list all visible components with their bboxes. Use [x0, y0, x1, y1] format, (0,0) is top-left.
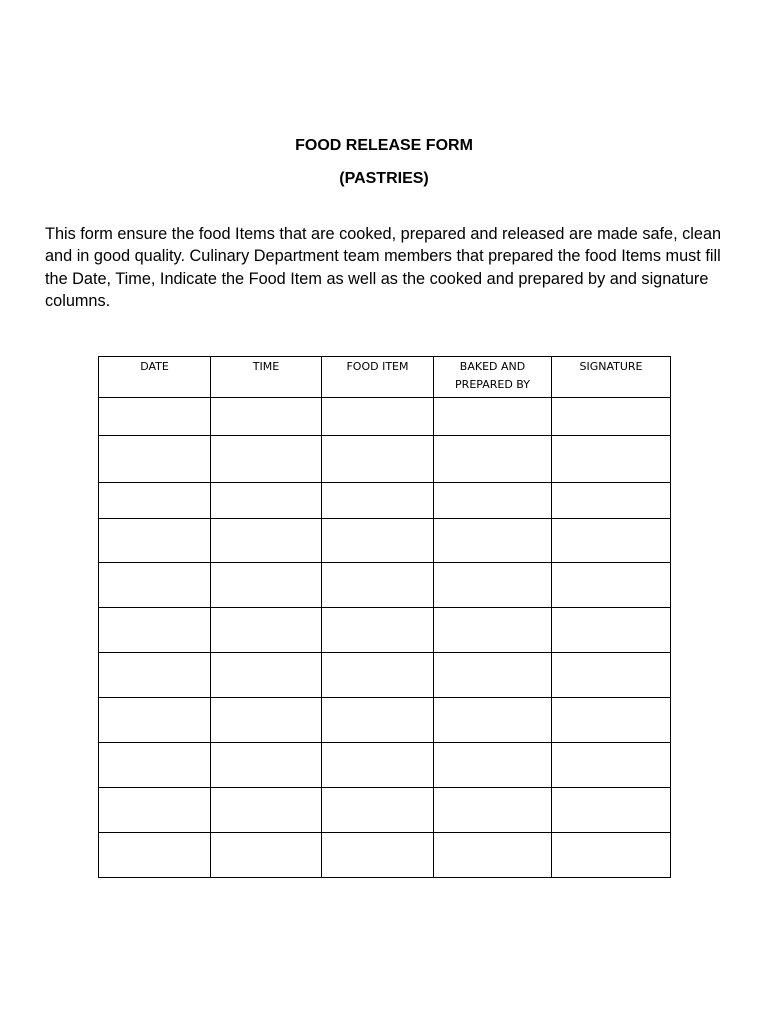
form-subtitle: (PASTRIES) [339, 170, 429, 187]
food-item-cell[interactable] [322, 519, 434, 563]
signature-cell[interactable] [552, 653, 671, 698]
date-cell[interactable] [99, 608, 211, 653]
baked-and-prepared-by-cell[interactable] [434, 398, 552, 436]
date-cell[interactable] [99, 833, 211, 878]
baked-and-prepared-by-cell[interactable] [434, 608, 552, 653]
table-row [99, 788, 671, 833]
column-header-time: TIME [211, 357, 322, 398]
table-row [99, 743, 671, 788]
time-cell[interactable] [211, 608, 322, 653]
baked-and-prepared-by-cell[interactable] [434, 653, 552, 698]
food-item-cell[interactable] [322, 653, 434, 698]
table-row [99, 653, 671, 698]
signature-cell[interactable] [552, 788, 671, 833]
baked-and-prepared-by-cell[interactable] [434, 563, 552, 608]
time-cell[interactable] [211, 653, 322, 698]
food-release-log-table [98, 356, 671, 878]
signature-cell[interactable] [552, 698, 671, 743]
column-header-food-item: FOOD ITEM [322, 357, 434, 398]
date-cell[interactable] [99, 398, 211, 436]
column-header-baked-and-prepared-by: BAKED AND PREPARED BY [434, 357, 552, 398]
food-item-cell[interactable] [322, 698, 434, 743]
date-cell[interactable] [99, 653, 211, 698]
time-cell[interactable] [211, 563, 322, 608]
table-row [99, 563, 671, 608]
signature-cell[interactable] [552, 743, 671, 788]
column-header-date: DATE [99, 357, 211, 398]
food-item-cell[interactable] [322, 563, 434, 608]
date-cell[interactable] [99, 788, 211, 833]
time-cell[interactable] [211, 743, 322, 788]
time-cell[interactable] [211, 398, 322, 436]
signature-cell[interactable] [552, 833, 671, 878]
time-cell[interactable] [211, 788, 322, 833]
signature-cell[interactable] [552, 436, 671, 483]
table-row [99, 398, 671, 436]
table-row [99, 698, 671, 743]
food-item-cell[interactable] [322, 743, 434, 788]
signature-cell[interactable] [552, 563, 671, 608]
food-item-cell[interactable] [322, 398, 434, 436]
time-cell[interactable] [211, 519, 322, 563]
food-item-cell[interactable] [322, 436, 434, 483]
table-row [99, 436, 671, 483]
date-cell[interactable] [99, 519, 211, 563]
time-cell[interactable] [211, 833, 322, 878]
table-row [99, 519, 671, 563]
form-instructions: This form ensure the food Items that are cooked, prepared and released are made safe, clean and in good quality. Culinary Department team members that prepared the food Items must fill the Date, Time, Indicate the Food Item as well as the cooked and prepared by and signature columns. [45, 225, 722, 310]
time-cell[interactable] [211, 698, 322, 743]
food-item-cell[interactable] [322, 788, 434, 833]
baked-and-prepared-by-cell[interactable] [434, 519, 552, 563]
time-cell[interactable] [211, 483, 322, 519]
food-item-cell[interactable] [322, 608, 434, 653]
baked-and-prepared-by-cell[interactable] [434, 698, 552, 743]
date-cell[interactable] [99, 743, 211, 788]
table-row [99, 833, 671, 878]
date-cell[interactable] [99, 698, 211, 743]
baked-and-prepared-by-cell[interactable] [434, 833, 552, 878]
table-body [99, 398, 671, 878]
signature-cell[interactable] [552, 483, 671, 519]
baked-and-prepared-by-cell[interactable] [434, 788, 552, 833]
signature-cell[interactable] [552, 519, 671, 563]
table-header-row [99, 357, 671, 398]
signature-cell[interactable] [552, 398, 671, 436]
date-cell[interactable] [99, 436, 211, 483]
column-header-signature: SIGNATURE [552, 357, 671, 398]
table-row [99, 483, 671, 519]
baked-and-prepared-by-cell[interactable] [434, 743, 552, 788]
date-cell[interactable] [99, 483, 211, 519]
signature-cell[interactable] [552, 608, 671, 653]
time-cell[interactable] [211, 436, 322, 483]
baked-and-prepared-by-cell[interactable] [434, 436, 552, 483]
baked-and-prepared-by-cell[interactable] [434, 483, 552, 519]
date-cell[interactable] [99, 563, 211, 608]
table-row [99, 608, 671, 653]
food-item-cell[interactable] [322, 483, 434, 519]
food-item-cell[interactable] [322, 833, 434, 878]
form-title: FOOD RELEASE FORM [295, 137, 473, 154]
